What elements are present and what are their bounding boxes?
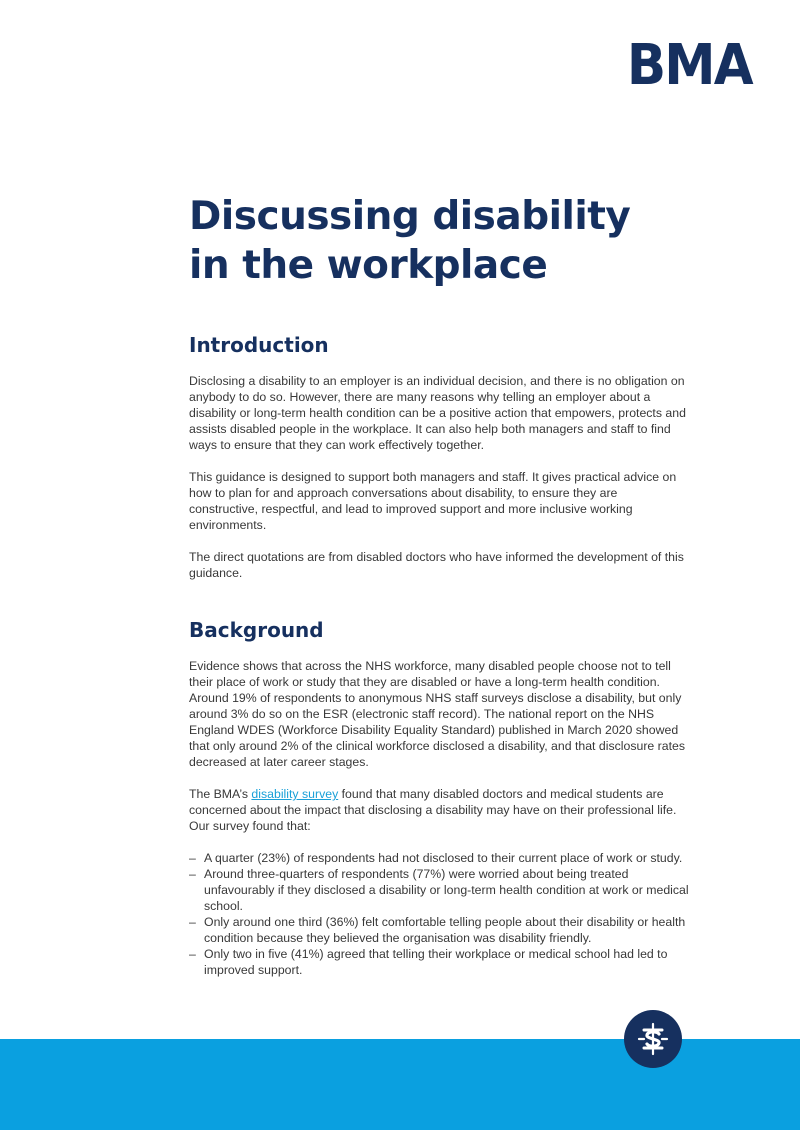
page-title [189,192,689,290]
background-paragraph [189,786,689,834]
survey-text-before: The BMA’s [189,787,252,801]
survey-findings-list [189,850,689,978]
bma-emblem-icon [624,1010,682,1068]
list-item-text: Around three-quarters of respondents (77%) were worried about being treated unfavourably if they disclosed a disability or long-term health condition at work or medical school. [204,867,689,913]
list-item [189,850,689,866]
main-content [189,192,689,978]
list-item [189,866,689,914]
disability-survey-link[interactable]: disability survey [251,787,339,801]
title-line-2: in the workplace [189,243,548,288]
intro-paragraph: Disclosing a disability to an employer is an individual decision, and there is no obligation on anybody to do so. However, there are many reasons why telling an employer about a disability or long-term health condition can be a positive action that empowers, protects and assists disabled people in the workplace. It can also help both managers and staff to find ways to ensure that they can work effectively together. [189,374,686,452]
background-heading: Background [189,618,324,642]
intro-paragraph: The direct quotations are from disabled doctors who have informed the development of this guidance. [189,550,684,580]
list-item-text: Only around one third (36%) felt comfortable telling people about their disability or health condition because they believed the organisation was disability friendly. [204,915,686,945]
list-item-text: Only two in five (41%) agreed that telling their workplace or medical school had led to improved support. [204,947,668,977]
list-item [189,946,689,978]
list-item-text: A quarter (23%) of respondents had not disclosed to their current place of work or study. [204,851,683,865]
survey-text-after: found that many disabled doctors and medical students are concerned about the impact that disclosing a disability may have on their professional life. Our survey found that: [189,787,677,833]
title-line-1: Discussing disability [189,194,631,239]
intro-paragraph: This guidance is designed to support both managers and staff. It gives practical advice on how to plan for and approach conversations about disability, to ensure they are constructive, respectful, and lead to improved support and more inclusive working environments. [189,470,677,532]
list-item [189,914,689,946]
introduction-heading: Introduction [189,333,329,357]
background-paragraph: Evidence shows that across the NHS workforce, many disabled people choose not to tell their place of work or study that they are disabled or have a long-term health condition. Around 19% of respondents to anonymous NHS staff surveys disclose a disability, but only around 3% do so on the ESR (electronic staff record). The national report on the NHS England WDES (Workforce Disability Equality Standard) published in March 2020 showed that only around 2% of the clinical workforce disclosed a disability, and that disclosure rates decreased at later career stages. [189,659,686,769]
bullet-dash: – [189,915,196,929]
bullet-dash: – [189,947,196,961]
bullet-dash: – [189,851,196,865]
bma-logo: BMA [627,33,752,98]
bullet-dash: – [189,867,196,881]
